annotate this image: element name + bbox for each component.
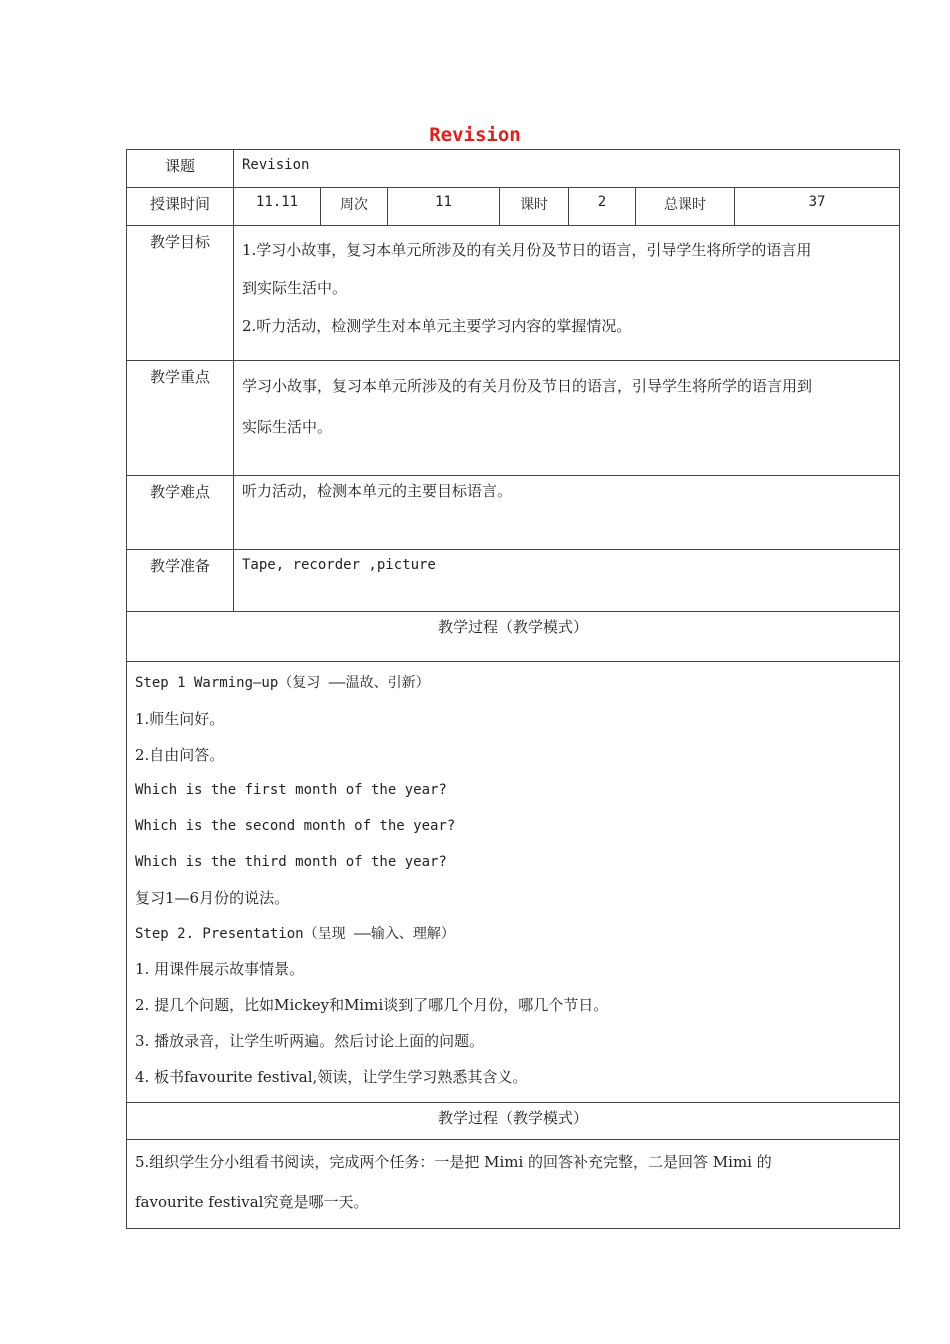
step2-heading: Step 2. Presentation（呈现 ——输入、理解） <box>135 925 455 942</box>
row-topic <box>127 150 900 188</box>
time-label: 授课时间 <box>127 188 234 226</box>
step2-item-5-line-1: 5.组织学生分小组看书阅读，完成两个任务：一是把 Mimi 的回答补充完整，二是回答 Mimi 的 <box>135 1152 772 1171</box>
row-time <box>127 188 900 226</box>
key-label: 教学重点 <box>127 361 234 476</box>
topic-value: Revision <box>234 150 900 188</box>
row-process-header-2 <box>127 1102 900 1139</box>
key-line-1: 学习小故事，复习本单元所涉及的有关月份及节日的语言，引导学生将所学的语言用到 <box>242 377 813 395</box>
step1-item-1: 1.师生问好。 <box>135 709 225 728</box>
difficulty-label: 教学难点 <box>127 476 234 550</box>
row-difficulty <box>127 476 900 550</box>
process-body-2 <box>127 1139 900 1228</box>
goals-label: 教学目标 <box>127 226 234 361</box>
goals-line-3: 2.听力活动，检测学生对本单元主要学习内容的掌握情况。 <box>242 317 632 335</box>
process-header-2: 教学过程（教学模式） <box>127 1102 900 1139</box>
row-process-header-1 <box>127 612 900 662</box>
question-3: Which is the third month of the year? <box>135 853 447 870</box>
row-prep <box>127 550 900 612</box>
goals-line-2: 到实际生活中。 <box>242 279 348 297</box>
step2-item-4: 4. 板书favourite festival,领读，让学生学习熟悉其含义。 <box>135 1067 528 1086</box>
step2-item-5-line-2: favourite festival究竟是哪一天。 <box>135 1192 369 1211</box>
question-2: Which is the second month of the year? <box>135 818 456 835</box>
process-header-1: 教学过程（教学模式） <box>127 612 900 662</box>
question-1: Which is the first month of the year? <box>135 782 447 799</box>
total-value: 37 <box>735 188 900 226</box>
process-body-1 <box>127 662 900 1103</box>
document-title: Revision <box>429 124 521 146</box>
row-key <box>127 361 900 476</box>
difficulty-value: 听力活动，检测本单元的主要目标语言。 <box>234 476 900 550</box>
row-goals <box>127 226 900 361</box>
goals-line-1: 1.学习小故事，复习本单元所涉及的有关月份及节日的语言，引导学生将所学的语言用 <box>242 241 812 259</box>
review-note: 复习1—6月份的说法。 <box>135 888 290 907</box>
key-line-2: 实际生活中。 <box>242 418 333 436</box>
key-value <box>234 361 900 476</box>
prep-label: 教学准备 <box>127 550 234 612</box>
topic-label: 课题 <box>127 150 234 188</box>
total-label: 总课时 <box>636 188 735 226</box>
period-value: 2 <box>569 188 636 226</box>
step2-item-2: 2. 提几个问题，比如Mickey和Mimi谈到了哪几个月份，哪几个节日。 <box>135 996 609 1015</box>
lesson-plan-table <box>126 149 900 1229</box>
date-value: 11.11 <box>234 188 321 226</box>
row-process-1 <box>127 662 900 1103</box>
step2-item-1: 1. 用课件展示故事情景。 <box>135 960 305 979</box>
week-value: 11 <box>388 188 500 226</box>
step1-heading: Step 1 Warming—up（复习 ——温故、引新） <box>135 675 430 691</box>
week-label: 周次 <box>321 188 388 226</box>
prep-value: Tape, recorder ,picture <box>234 550 900 612</box>
period-label: 课时 <box>500 188 569 226</box>
step2-item-3: 3. 播放录音，让学生听两遍。然后讨论上面的问题。 <box>135 1031 485 1050</box>
goals-value <box>234 226 900 361</box>
row-process-2 <box>127 1139 900 1228</box>
step1-item-2: 2.自由问答。 <box>135 745 225 764</box>
